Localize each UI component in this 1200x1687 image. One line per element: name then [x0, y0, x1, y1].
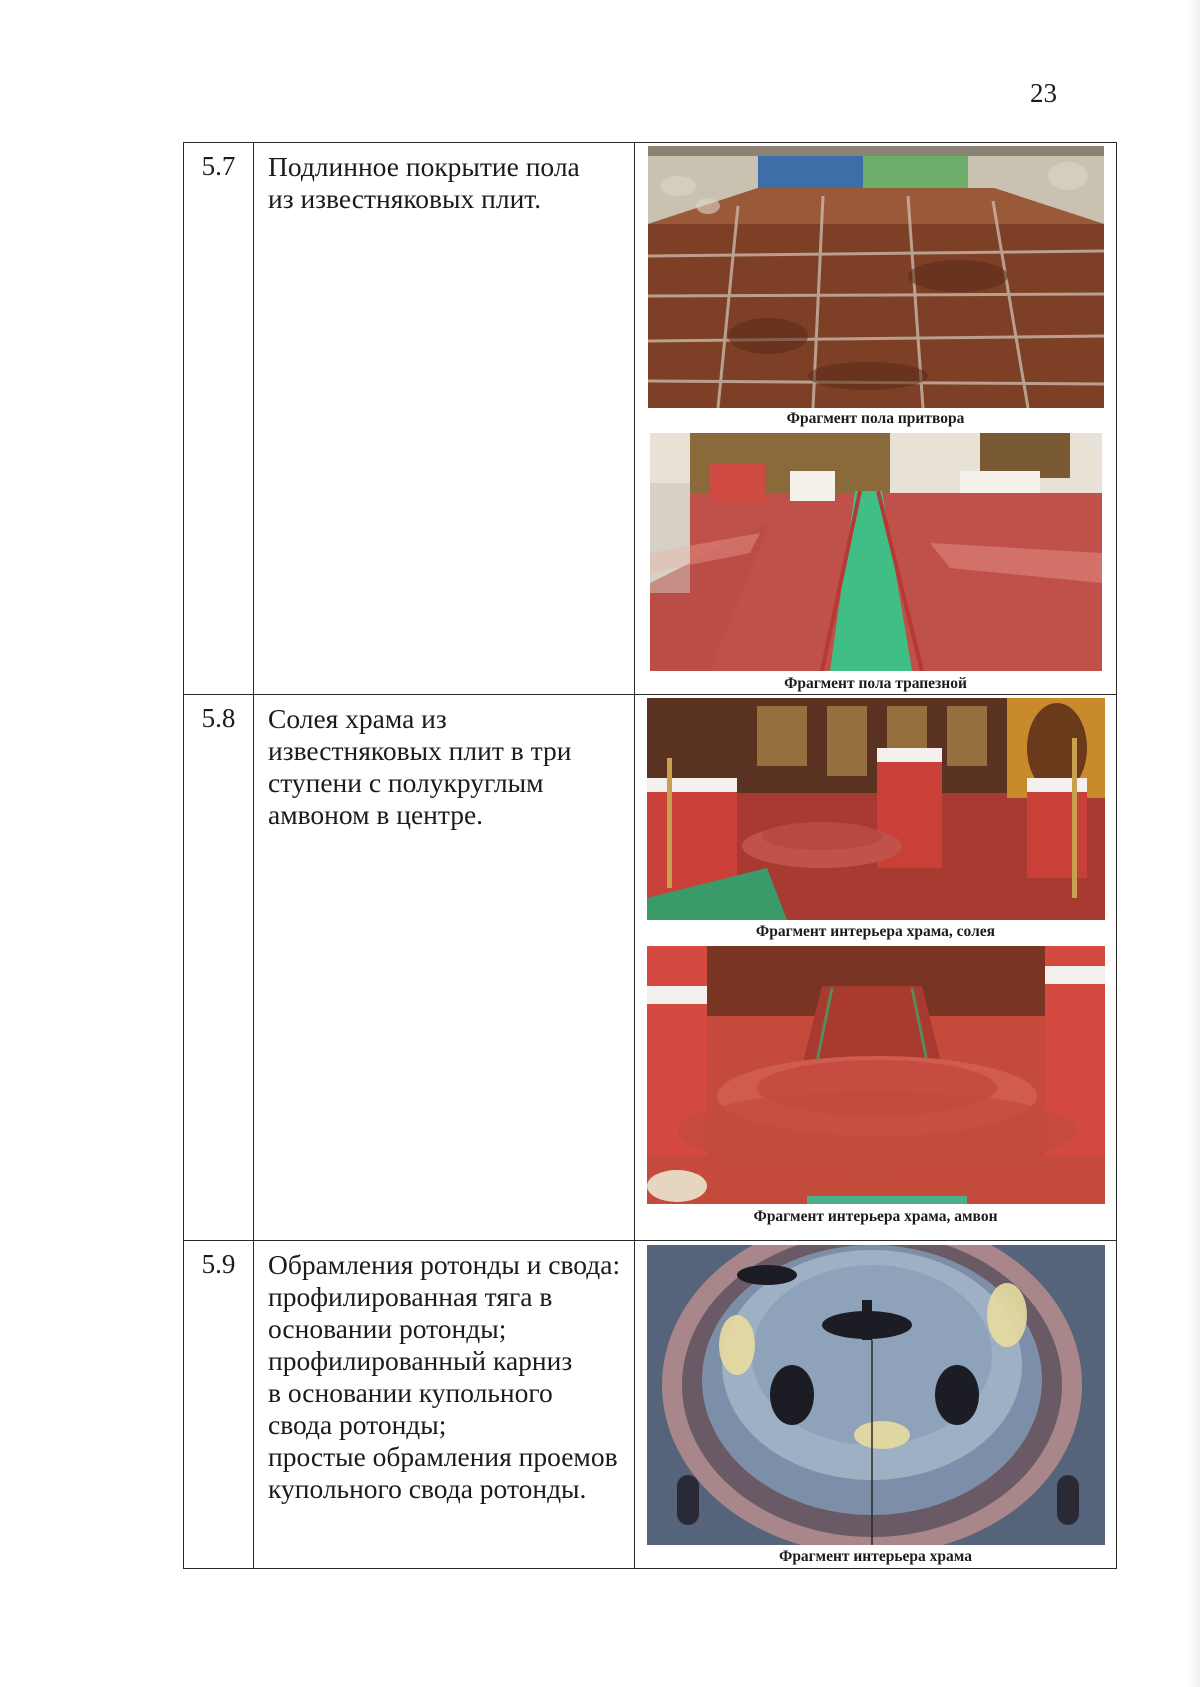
photo-cell: [635, 143, 1117, 695]
photo-caption: Фрагмент интерьера храма: [779, 1548, 972, 1565]
photo-refectory-floor: [650, 433, 1102, 671]
photo-narthex-floor: [648, 146, 1104, 408]
description-line: известняковых плит в три: [268, 735, 572, 766]
description-line: Подлинное покрытие пола: [268, 151, 580, 182]
description-line: Солея храма из: [268, 703, 447, 734]
description-line: Обрамления ротонды и свода:: [268, 1249, 621, 1280]
table-row: [184, 695, 1117, 1241]
row-description: [254, 695, 635, 1241]
description-line: профилированная тяга в: [268, 1281, 553, 1312]
description-line: основании ротонды;: [268, 1313, 507, 1344]
photo-caption: Фрагмент интерьера храма, солея: [755, 923, 996, 940]
photo-ambo: [647, 946, 1105, 1204]
description-line: профилированный карниз: [268, 1345, 573, 1376]
row-number: 5.8: [184, 695, 254, 1241]
heritage-elements-table: [183, 142, 1117, 1569]
row-number: 5.9: [184, 1241, 254, 1569]
page-number: 23: [1030, 78, 1057, 108]
table-row: [184, 1241, 1117, 1569]
photo-caption: Фрагмент интерьера храма, амвон: [753, 1208, 998, 1225]
photo-caption: Фрагмент пола притвора: [786, 410, 965, 427]
row-description: [254, 143, 635, 695]
row-description: [254, 1241, 635, 1569]
page-edge-shadow: [1186, 0, 1200, 1687]
description-line: ступени с полукруглым: [268, 767, 544, 798]
table-row: [184, 143, 1117, 695]
photo-caption: Фрагмент пола трапезной: [784, 675, 967, 692]
row-number: 5.7: [184, 143, 254, 695]
description-line: простые обрамления проемов: [268, 1441, 618, 1472]
photo-solea: [647, 698, 1105, 920]
description-line: свода ротонды;: [268, 1409, 447, 1440]
description-line: амвоном в центре.: [268, 799, 484, 830]
photo-cell: [635, 1241, 1117, 1569]
description-line: в основании купольного: [268, 1377, 553, 1408]
description-line: из известняковых плит.: [268, 183, 542, 214]
description-line: купольного свода ротонды.: [268, 1473, 587, 1504]
photo-cell: [635, 695, 1117, 1241]
photo-rotunda-dome: [647, 1245, 1105, 1545]
